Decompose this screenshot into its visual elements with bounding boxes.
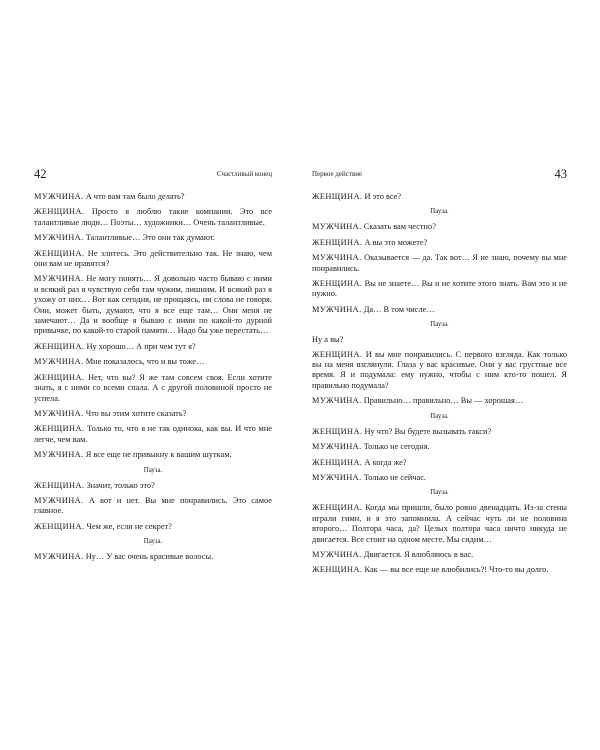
dialogue-line [312, 550, 567, 560]
speaker-name: ЖЕНЩИНА. [312, 237, 363, 247]
dialogue-line [34, 450, 272, 460]
left-page-text [34, 192, 272, 563]
line-text: А когда же? [364, 457, 407, 467]
line-text: А вы это можете? [364, 237, 428, 247]
line-text: Чем же, если не секрет? [86, 521, 172, 531]
speaker-name: ЖЕНЩИНА. [312, 349, 363, 359]
line-text: Я все еще не привыкну к вашим шуткам. [85, 450, 232, 460]
speaker-name: ЖЕНЩИНА. [312, 565, 363, 575]
line-text: Ну… У вас очень красивые волосы. [85, 552, 214, 562]
right-page-number: 43 [554, 167, 567, 181]
line-text: Значит, только это? [86, 480, 155, 490]
speaker-name: МУЖЧИНА. [312, 222, 362, 232]
speaker-name: МУЖЧИНА. [34, 408, 84, 418]
dialogue-line [312, 305, 567, 315]
line-text: Талантливые… Это они так думают. [85, 233, 215, 243]
line-text: Только то, что я не так одинока, как вы. И что мне легче, чем вам. [34, 424, 272, 444]
speaker-name: ЖЕНЩИНА. [34, 248, 85, 258]
line-text: Ну хорошо… А при чем тут я? [86, 341, 196, 351]
line-text: Просто я люблю такие компании. Это все талантливые люди… Поэты… художники… Очень талантливые. [34, 207, 272, 227]
dialogue-line [34, 342, 272, 352]
speaker-name: МУЖЧИНА. [34, 192, 84, 201]
dialogue-line [312, 253, 567, 274]
line-text: Ну что? Вы будете вызывать такси? [364, 426, 492, 436]
line-text: Сказать вам честно? [363, 222, 436, 232]
speaker-name: МУЖЧИНА. [34, 274, 84, 284]
speaker-name: МУЖЧИНА. [312, 304, 362, 314]
line-text: А вот и нет. Вы мне понравились. Это самое главное. [34, 495, 273, 516]
line-text: Не злитесь. Это действительно так. Не знаю, чем они вам не нравятся? [34, 248, 272, 269]
dialogue-line [312, 222, 567, 232]
stage-direction: Пауза. [430, 208, 449, 216]
right-page [312, 166, 567, 581]
line-text: Что вы этим хотите сказать? [85, 408, 187, 418]
speaker-name: МУЖЧИНА. [34, 357, 84, 367]
speaker-name: МУЖЧИНА. [34, 495, 84, 505]
dialogue-line [312, 458, 567, 468]
dialogue-line: Ну а вы? [312, 335, 344, 345]
right-running-head [312, 166, 567, 188]
speaker-name: МУЖЧИНА. [312, 396, 362, 406]
line-text: Не могу понять… Я довольно часто бываю с ними и всякий раз я чувствую себя там чужим, лишним. И всякий раз я ухожу от них… Вот как сегодня, не прощаясь, ни слова не говоря. Они, может быть, думают, что я все еще там… Они меня не замечают… Да и вообще я бываю с ними по какой-то дурной привычке, по какой-то старой памяти… Надо бы уже перестать… [34, 274, 272, 336]
speaker-name: МУЖЧИНА. [312, 549, 362, 559]
line-text: Да… В том числе… [363, 304, 435, 314]
speaker-name: ЖЕНЩИНА. [34, 207, 85, 217]
left-running-head [34, 166, 272, 188]
line-text: Правильно… правильно… Вы — хорошая… [363, 396, 524, 406]
speaker-name: ЖЕНЩИНА. [312, 457, 363, 467]
speaker-name: ЖЕНЩИНА. [34, 341, 85, 351]
line-text: И вы мне понравились. С первого взгляда. Как только вы на меня взглянули. Глаза у вас красивые. Они у вас грустные все время. Я и подумала: ему нужно, чтобы с ним кто-то пошел. Я правильно подумала? [312, 349, 567, 390]
stage-direction: Пауза. [143, 538, 163, 546]
speaker-name: МУЖЧИНА. [312, 472, 362, 482]
speaker-name: МУЖЧИНА. [34, 450, 84, 460]
dialogue-line [34, 522, 272, 532]
line-text: И это все? [364, 192, 402, 201]
dialogue-line [312, 473, 567, 483]
dialogue-line [312, 565, 567, 575]
dialogue-line [34, 207, 272, 228]
dialogue-line [34, 192, 272, 202]
line-text: Оказывается — да. Так вот… Я не знаю, почему вы мне понравились. [312, 253, 567, 273]
left-page [34, 166, 272, 568]
dialogue-line [34, 552, 272, 562]
line-text: А что вам там было делать? [85, 192, 185, 201]
stage-direction: Пауза. [430, 412, 449, 420]
dialogue-line [34, 409, 272, 419]
dialogue-line [34, 496, 272, 517]
dialogue-line [312, 503, 567, 545]
line-text: Двигается. Я влюбляюсь в вас. [363, 549, 474, 559]
line-text: Как — вы все еще не влюбились?! Что-то вы долго. [364, 565, 549, 575]
right-page-text [312, 192, 567, 576]
dialogue-line [312, 279, 567, 300]
dialogue-line [312, 350, 567, 392]
dialogue-line [312, 238, 567, 248]
line-text: Только не сегодня. [363, 442, 430, 452]
stage-direction: Пауза. [430, 489, 449, 497]
left-page-number: 42 [34, 167, 47, 181]
line-text: Мне показалось, что и вы тоже… [85, 357, 205, 367]
speaker-name: ЖЕНЩИНА. [312, 192, 363, 201]
stage-direction: Пауза. [143, 466, 163, 474]
dialogue-line [34, 274, 272, 336]
speaker-name: ЖЕНЩИНА. [34, 372, 85, 382]
speaker-name: ЖЕНЩИНА. [34, 480, 85, 490]
speaker-name: МУЖЧИНА. [312, 253, 362, 263]
speaker-name: МУЖЧИНА. [312, 442, 362, 452]
dialogue-line [34, 481, 272, 491]
dialogue-line [34, 249, 272, 270]
dialogue-line [312, 192, 567, 202]
dialogue-line [34, 357, 272, 367]
speaker-name: МУЖЧИНА. [34, 233, 84, 243]
speaker-name: ЖЕНЩИНА. [312, 426, 363, 436]
dialogue-line [34, 233, 272, 243]
speaker-name: ЖЕНЩИНА. [312, 279, 363, 289]
line-text: Только не сейчас. [363, 472, 426, 482]
dialogue-line [312, 396, 567, 406]
line-text: Нет, что вы? Я же там совсем своя. Если хотите знать, я с ними со всеми спала. А с другой половиной просто не успела. [34, 372, 272, 403]
line-text: Вы не знаете… Вы и не хотите этого знать. Вам это и не нужно. [312, 279, 567, 299]
speaker-name: ЖЕНЩИНА. [34, 424, 85, 434]
speaker-name: ЖЕНЩИНА. [312, 503, 363, 513]
dialogue-line [312, 442, 567, 452]
speaker-name: МУЖЧИНА. [34, 552, 84, 562]
line-text: Когда мы пришли, было ровно двенадцать. Из-за стены играли гимн, и я это запомнила. А сейчас чуть ли не половина второго… Полтора часа, да? Целых полтора часа ничто никуда не двигается. Все стоит на одном месте. Мы сидим… [312, 503, 567, 544]
dialogue-line [34, 373, 272, 404]
stage-direction: Пауза. [430, 321, 449, 329]
right-running-head-title: Первое действие [312, 170, 363, 178]
dialogue-line [34, 424, 272, 445]
speaker-name: ЖЕНЩИНА. [34, 521, 85, 531]
dialogue-line [312, 427, 567, 437]
left-running-head-title: Счастливый конец [216, 170, 272, 178]
